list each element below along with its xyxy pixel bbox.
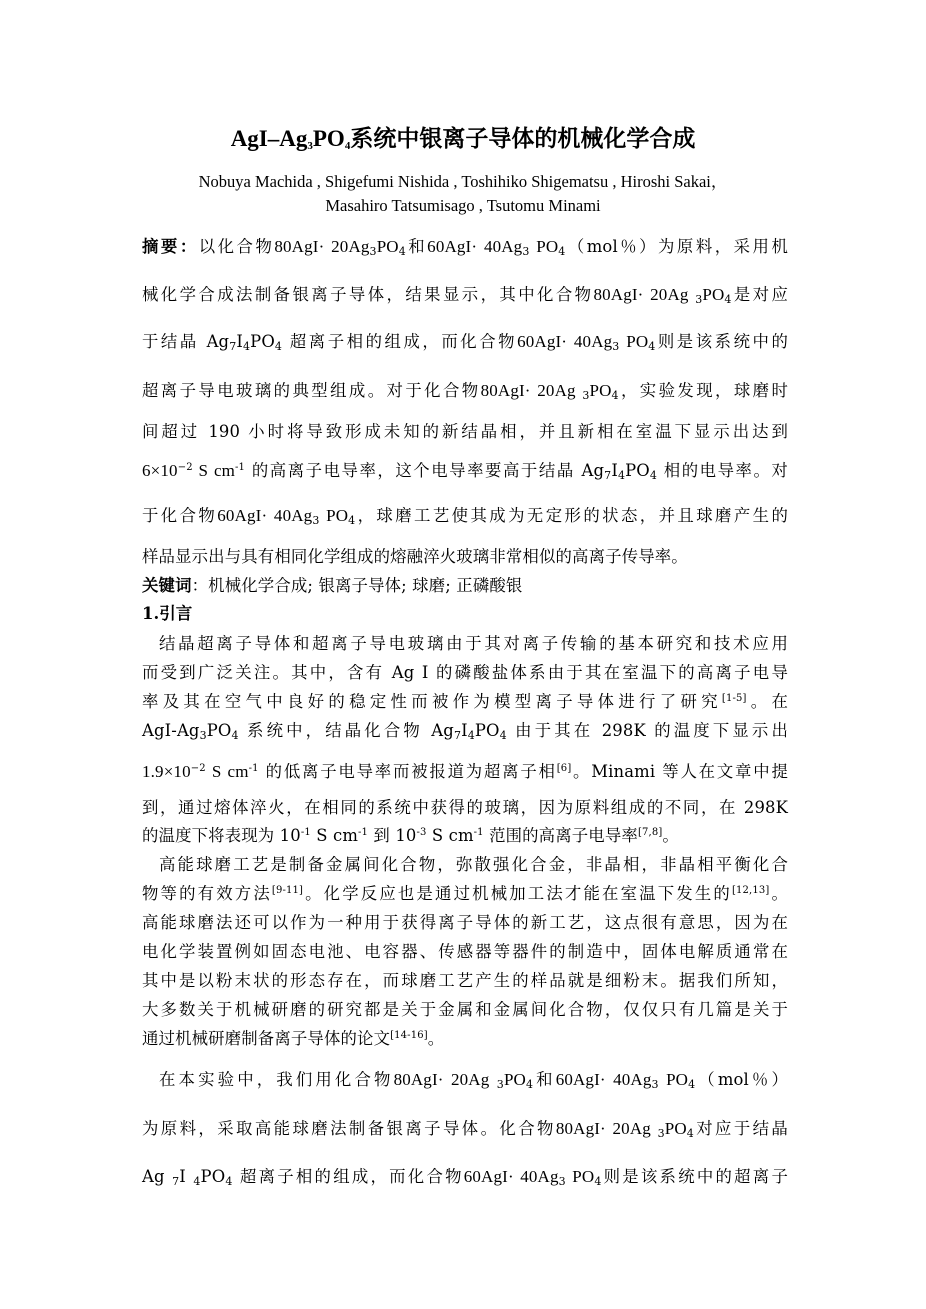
p1-line-4: AgI-$Ag_3PO_4$ 系统中，结晶化合物 $Ag_7I_4PO_4$ 由于其在 298K 的温度下显示出 bbox=[142, 721, 789, 742]
section-heading-intro: 1.引言 bbox=[142, 604, 193, 623]
p2-line-5: 其中是以粉末状的形态存在，而球磨工艺产生的样品就是细粉末。据我们所知， bbox=[142, 971, 788, 990]
abstract-label: 摘要： bbox=[142, 237, 199, 256]
p2-line-3: 高能球磨法还可以作为一种用于获得离子导体的新工艺，这点很有意思，因为在 bbox=[142, 913, 788, 932]
p1-line-3: 率及其在空气中良好的稳定性而被作为模型离子导体进行了研究[1-5]。在 bbox=[142, 692, 788, 711]
abstract-line-6: $6\times 10^{-2}$ S $cm^{-1}$ 的高离子电导率，这个电导率要高于结晶 $Ag_7I_4PO_4$ 相的电导率。对 bbox=[142, 461, 788, 482]
abstract-line-4: 超离子导电玻璃的典型组成。对于化合物80AgI· 20Ag $_3PO_4$，实验发现，球磨时 bbox=[142, 381, 788, 402]
abstract-line-1: 摘要：以化合物$80AgI\cdot 20Ag_3PO_4$和$60AgI\cdot 40Ag_3$ $PO_4(mol$％）为原料，采用机 bbox=[142, 237, 789, 258]
abstract-line-8: 样品显示出与具有相同化学组成的熔融淬火玻璃非常相似的高离子传导率。 bbox=[142, 547, 688, 566]
p3-line-1: 在本实验中，我们用化合物80AgI· 20Ag $_3PO_4$和$60AgI\cdot 40Ag_3$ $PO_4(mol$％） bbox=[159, 1070, 789, 1091]
paper-title: AgI–$Ag_3PO_4$系统中银离子导体的机械化学合成 bbox=[230, 126, 696, 152]
p2-line-1: 高能球磨工艺是制备金属间化合物，弥散强化合金，非晶相，非晶相平衡化合 bbox=[159, 855, 788, 874]
p1-line-5: $1.9\times 10^{-2}$ S $cm^{-1}$ 的低离子电导率而被报道为超离子相[6]。Minami 等人在文章中提 bbox=[142, 762, 788, 781]
keywords-label: 关键词 bbox=[142, 576, 192, 595]
p1-line-6: 到，通过熔体淬火，在相同的系统中获得的玻璃，因为原料组成的不同，在 298K bbox=[142, 798, 788, 817]
abstract-line-3: 于结晶 $Ag_7I_4PO_4$ 超离子相的组成，而化合物$60AgI\cdot 40Ag_3$ $PO_4$则是该系统中的 bbox=[142, 332, 788, 353]
authors-line-2: Masahiro Tatsumisago , Tsutomu Minami bbox=[325, 196, 601, 215]
abstract-line-2: 械化学合成法制备银离子导体，结果显示，其中化合物80AgI· 20Ag $_3PO_4$是对应 bbox=[142, 285, 788, 306]
p2-line-7: 通过机械研磨制备离子导体的论文[14-16]。 bbox=[142, 1029, 445, 1048]
p2-line-6: 大多数关于机械研磨的研究都是关于金属和金属间化合物，仅仅只有几篇是关于 bbox=[142, 1000, 788, 1019]
p2-line-2: 物等的有效方法[9-11]。化学反应也是通过机械加工法才能在室温下发生的[12,13]。 bbox=[142, 884, 788, 903]
p1-line-1: 结晶超离子导体和超离子导电玻璃由于其对离子传输的基本研究和技术应用 bbox=[159, 634, 788, 653]
p1-line-7: 的温度下将表现为 $10^{-1}$ S $cm^{-1}$ 到 $10^{-3}$ S $cm^{-1}$ 范围的高离子电导率[7,8]。 bbox=[142, 826, 679, 845]
p2-line-4: 电化学装置例如固态电池、电容器、传感器等器件的制造中，固体电解质通常在 bbox=[142, 942, 788, 961]
p3-line-2: 为原料，采取高能球磨法制备银离子导体。化合物80AgI· 20Ag $_3PO_4$对应于结晶 bbox=[142, 1119, 788, 1140]
keywords: 关键词：机械化学合成; 银离子导体; 球磨; 正磷酸银 bbox=[142, 576, 523, 595]
abstract-line-7: 于化合物$60AgI\cdot 40Ag_3$ $PO_4$，球磨工艺使其成为无定形的状态，并且球磨产生的 bbox=[142, 506, 788, 527]
p1-line-2: 而受到广泛关注。其中，含有 Ag I 的磷酸盐体系由于其在室温下的高离子电导 bbox=[142, 663, 788, 682]
abstract-line-5: 间超过 190 小时将导致形成未知的新结晶相，并且新相在室温下显示出达到 bbox=[142, 422, 788, 441]
p3-line-3: Ag $_7$I $_4PO_4$ 超离子相的组成，而化合物$60AgI\cdot 40Ag_3$ $PO_4$则是该系统中的超离子 bbox=[142, 1167, 788, 1188]
authors-line-1: Nobuya Machida , Shigefumi Nishida , Toshihiko Shigematsu , Hiroshi Sakai， bbox=[198, 172, 728, 191]
